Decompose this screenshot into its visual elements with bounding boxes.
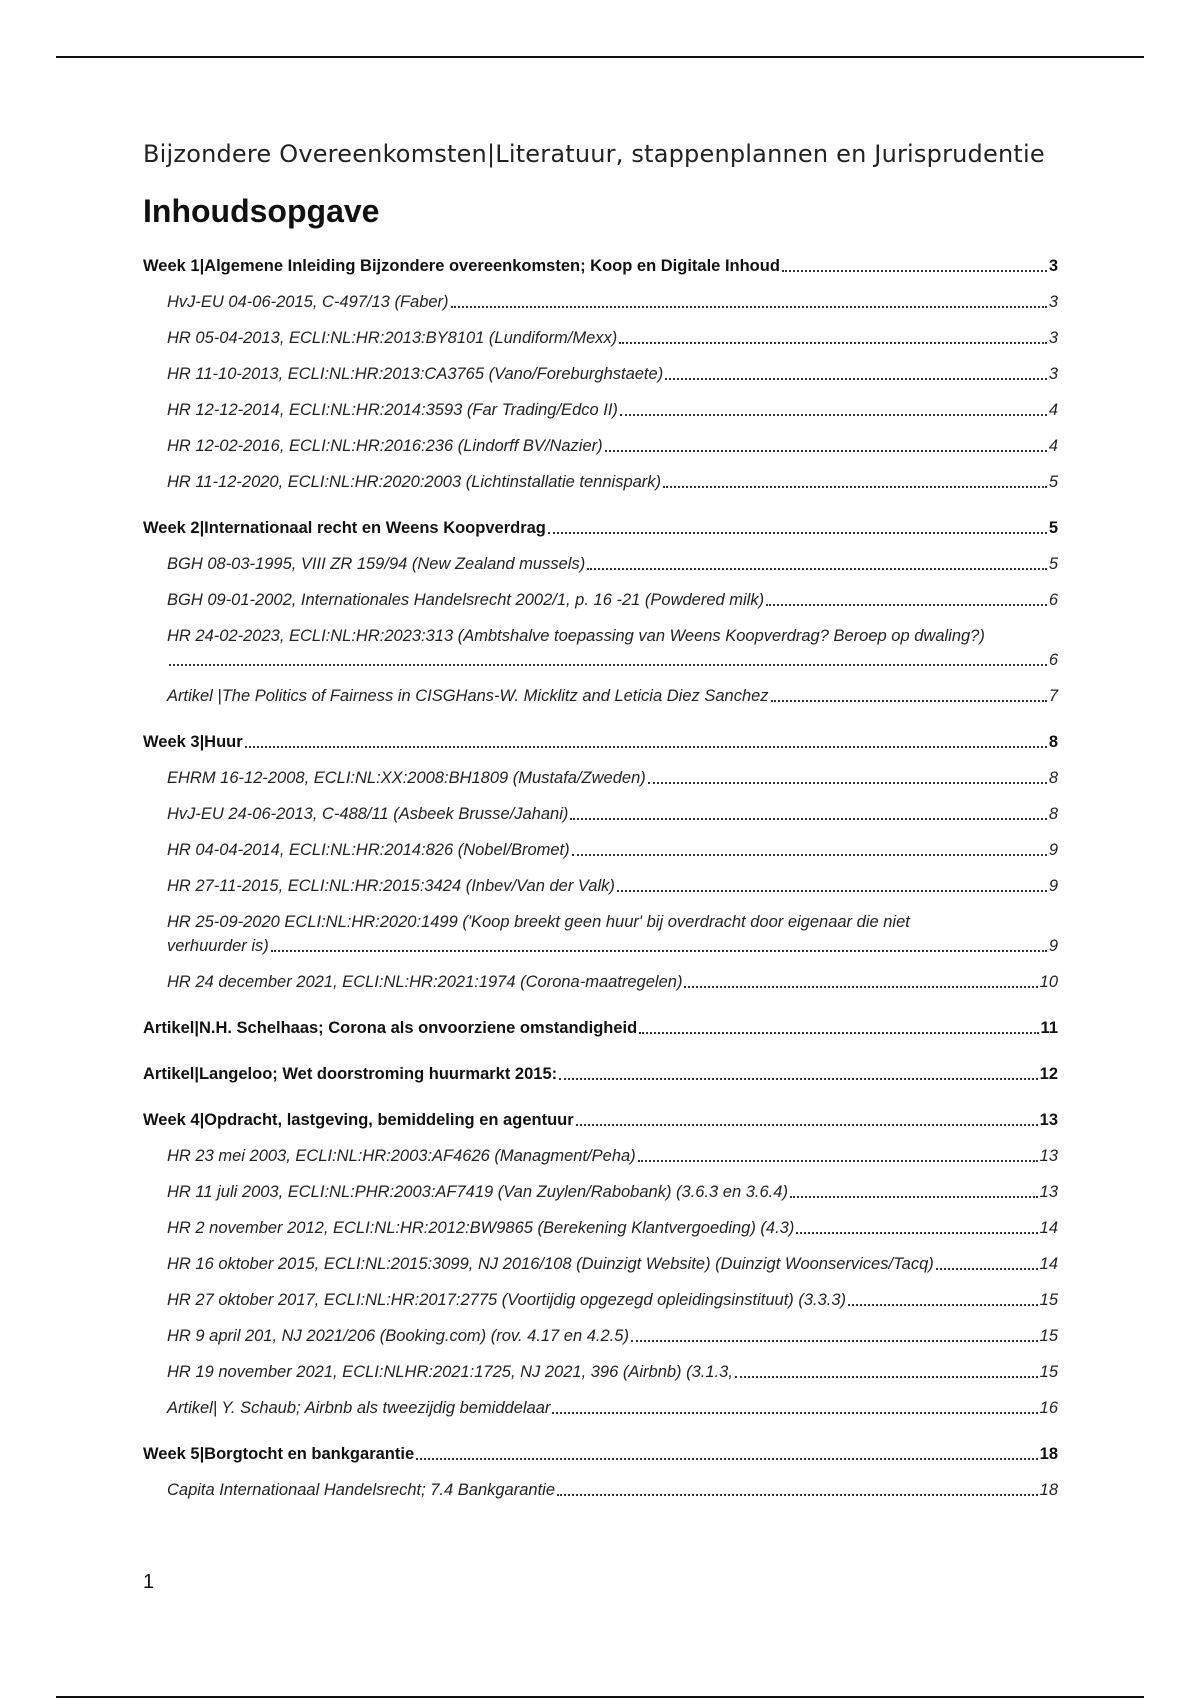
toc-entry-page: 6 [1048, 591, 1058, 609]
toc-entry[interactable] [143, 1216, 1058, 1240]
toc-entry-text: HR 05-04-2013, ECLI:NL:HR:2013:BY8101 (Lundiform/Mexx) [167, 329, 618, 347]
page-number: 1 [143, 1571, 155, 1593]
dot-leader [735, 1376, 1038, 1378]
dot-leader [605, 450, 1047, 452]
toc-entry[interactable] [143, 326, 1058, 350]
toc-entry-text: HR 11 juli 2003, ECLI:NL:PHR:2003:AF7419 (Van Zuylen/Rabobank) (3.6.3 en 3.6.4) [167, 1183, 788, 1201]
toc-entry[interactable] [143, 802, 1058, 826]
toc-heading: Inhoudsopgave [143, 193, 380, 229]
toc-entry-page: 9 [1048, 841, 1058, 859]
toc-entry[interactable] [143, 1324, 1058, 1348]
toc-artikel[interactable] [143, 1062, 1058, 1086]
toc-entry-page: 15 [1039, 1327, 1058, 1345]
toc-entry[interactable] [143, 910, 1058, 958]
toc-entry-page: 15 [1039, 1291, 1058, 1309]
dot-leader [271, 950, 1047, 952]
toc-entry[interactable] [143, 470, 1058, 494]
toc-entry-page: 18 [1039, 1481, 1058, 1499]
toc-entry-text: Week 1|Algemene Inleiding Bijzondere overeenkomsten; Koop en Digitale Inhoud [143, 257, 780, 275]
toc-entry-page: 16 [1039, 1399, 1058, 1417]
toc-entry-text: HR 12-12-2014, ECLI:NL:HR:2014:3593 (Far Trading/Edco II) [167, 401, 618, 419]
toc-entry-page: 9 [1048, 877, 1058, 895]
dot-leader [766, 604, 1047, 606]
dot-leader [782, 270, 1047, 272]
toc-entry-text: HR 19 november 2021, ECLI:NLHR:2021:1725, NJ 2021, 396 (Airbnb) (3.1.3, [167, 1363, 733, 1381]
toc-entry-text: Artikel| Y. Schaub; Airbnb als tweezijdig bemiddelaar [167, 1399, 551, 1417]
toc-entry-page: 10 [1039, 973, 1058, 991]
toc-entry[interactable] [143, 874, 1058, 898]
toc-entry-page: 5 [1048, 473, 1058, 491]
toc-entry[interactable] [143, 398, 1058, 422]
toc-entry[interactable] [143, 766, 1058, 790]
toc-entry-text: HR 24 december 2021, ECLI:NL:HR:2021:1974 (Corona-maatregelen) [167, 973, 683, 991]
toc-artikel[interactable] [143, 1016, 1058, 1040]
toc-entry-text-continued: verhuurder is) [167, 937, 269, 955]
toc-entry-page: 14 [1039, 1255, 1058, 1273]
toc-entry[interactable] [143, 1360, 1058, 1384]
toc-entry[interactable] [143, 624, 1058, 672]
toc-entry-text: HR 9 april 201, NJ 2021/206 (Booking.com) (rov. 4.17 en 4.2.5) [167, 1327, 629, 1345]
toc-entry[interactable] [143, 552, 1058, 576]
toc-entry[interactable] [143, 434, 1058, 458]
toc-entry-page: 8 [1048, 805, 1058, 823]
bottom-rule [56, 1696, 1144, 1698]
toc-week-1[interactable] [143, 254, 1058, 278]
dot-leader [639, 1032, 1038, 1034]
toc-entry-text: HR 27-11-2015, ECLI:NL:HR:2015:3424 (Inbev/Van der Valk) [167, 877, 615, 895]
toc-entry[interactable] [143, 362, 1058, 386]
toc-entry-page: 12 [1039, 1065, 1058, 1083]
dot-leader [451, 306, 1047, 308]
dot-leader [559, 1078, 1038, 1080]
dot-leader [576, 1124, 1038, 1126]
toc-entry-text: HvJ-EU 24-06-2013, C-488/11 (Asbeek Brusse/Jahani) [167, 805, 569, 823]
table-of-contents [143, 254, 1058, 1502]
toc-entry[interactable] [143, 684, 1058, 708]
toc-entry-page: 8 [1048, 769, 1058, 787]
toc-entry-text: HR 12-02-2016, ECLI:NL:HR:2016:236 (Lindorff BV/Nazier) [167, 437, 603, 455]
toc-entry-text: Capita Internationaal Handelsrecht; 7.4 Bankgarantie [167, 1481, 555, 1499]
dot-leader [631, 1340, 1038, 1342]
toc-entry-page: 9 [1048, 937, 1058, 955]
toc-entry-page: 13 [1039, 1111, 1058, 1129]
top-rule [56, 56, 1144, 58]
dot-leader [665, 378, 1047, 380]
toc-entry-page: 11 [1040, 1019, 1058, 1037]
toc-entry[interactable] [143, 1396, 1058, 1420]
toc-entry-text: Week 5|Borgtocht en bankgarantie [143, 1445, 415, 1463]
dot-leader [169, 664, 1047, 666]
dot-leader [638, 1160, 1038, 1162]
toc-entry-page: 15 [1039, 1363, 1058, 1381]
toc-entry[interactable] [143, 290, 1058, 314]
toc-entry-page: 13 [1039, 1183, 1058, 1201]
toc-entry-text: Artikel|Langeloo; Wet doorstroming huurmarkt 2015: [143, 1065, 558, 1083]
toc-entry[interactable] [143, 1180, 1058, 1204]
toc-entry-text: HR 27 oktober 2017, ECLI:NL:HR:2017:2775 (Voortijdig opgezegd opleidingsinstituut) (3.3.3) [167, 1291, 847, 1309]
dot-leader [617, 890, 1047, 892]
toc-entry-page: 4 [1048, 401, 1058, 419]
dot-leader [648, 782, 1047, 784]
toc-entry-text: HR 2 november 2012, ECLI:NL:HR:2012:BW9865 (Berekening Klantvergoeding) (4.3) [167, 1219, 795, 1237]
dot-leader [771, 700, 1047, 702]
dot-leader [552, 1412, 1037, 1414]
dot-leader [416, 1458, 1038, 1460]
toc-entry-text: Week 2|Internationaal recht en Weens Koopverdrag [143, 519, 546, 537]
toc-entry-text: BGH 09-01-2002, Internationales Handelsrecht 2002/1, p. 16 -21 (Powdered milk) [167, 591, 765, 609]
toc-entry[interactable] [143, 1288, 1058, 1312]
document-header-title: Bijzondere Overeenkomsten|Literatuur, stappenplannen en Jurisprudentie [143, 140, 1045, 168]
toc-week-3[interactable] [143, 730, 1058, 754]
toc-entry-page: 3 [1048, 293, 1058, 311]
toc-entry-text: HR 23 mei 2003, ECLI:NL:HR:2003:AF4626 (Managment/Peha) [167, 1147, 636, 1165]
dot-leader [790, 1196, 1038, 1198]
dot-leader [620, 414, 1047, 416]
toc-entry-page: 13 [1039, 1147, 1058, 1165]
toc-entry-text: HvJ-EU 04-06-2015, C-497/13 (Faber) [167, 293, 449, 311]
toc-entry-text: EHRM 16-12-2008, ECLI:NL:XX:2008:BH1809 (Mustafa/Zweden) [167, 769, 646, 787]
dot-leader [587, 568, 1047, 570]
dot-leader [619, 342, 1047, 344]
toc-entry-page: 4 [1048, 437, 1058, 455]
toc-entry-text: HR 11-12-2020, ECLI:NL:HR:2020:2003 (Lichtinstallatie tennispark) [167, 473, 662, 491]
toc-entry-text: HR 16 oktober 2015, ECLI:NL:2015:3099, NJ 2016/108 (Duinzigt Website) (Duinzigt Woonservices/Tacq) [167, 1255, 934, 1273]
toc-entry-page: 5 [1048, 519, 1058, 537]
dot-leader [796, 1232, 1037, 1234]
toc-entry[interactable] [143, 1478, 1058, 1502]
toc-entry-text: Week 4|Opdracht, lastgeving, bemiddeling en agentuur [143, 1111, 574, 1129]
toc-entry[interactable] [143, 1252, 1058, 1276]
toc-week-2[interactable] [143, 516, 1058, 540]
toc-entry[interactable] [143, 970, 1058, 994]
toc-week-5[interactable] [143, 1442, 1058, 1466]
toc-entry-text: Artikel |The Politics of Fairness in CISGHans-W. Micklitz and Leticia Diez Sanchez [167, 687, 769, 705]
toc-entry-page: 7 [1048, 687, 1058, 705]
dot-leader [557, 1494, 1038, 1496]
toc-entry[interactable] [143, 588, 1058, 612]
dot-leader [548, 532, 1047, 534]
toc-entry[interactable] [143, 1144, 1058, 1168]
dot-leader [570, 818, 1046, 820]
dot-leader [684, 986, 1037, 988]
toc-entry-text: HR 25-09-2020 ECLI:NL:HR:2020:1499 ('Koop breekt geen huur' bij overdracht door eigenaar die niet [167, 913, 910, 931]
toc-entry-page: 8 [1048, 733, 1058, 751]
toc-entry[interactable] [143, 838, 1058, 862]
toc-entry-page: 18 [1039, 1445, 1058, 1463]
toc-week-4[interactable] [143, 1108, 1058, 1132]
dot-leader [936, 1268, 1038, 1270]
toc-entry-text: Week 3|Huur [143, 733, 243, 751]
toc-entry-page: 6 [1048, 651, 1058, 669]
toc-entry-text: HR 24-02-2023, ECLI:NL:HR:2023:313 (Ambtshalve toepassing van Weens Koopverdrag? Beroep op dwaling?) [167, 627, 985, 645]
toc-entry-text: Artikel|N.H. Schelhaas; Corona als onvoorziene omstandigheid [143, 1019, 638, 1037]
toc-entry-text: HR 04-04-2014, ECLI:NL:HR:2014:826 (Nobel/Bromet) [167, 841, 570, 859]
dot-leader [572, 854, 1047, 856]
toc-entry-page: 3 [1048, 257, 1058, 275]
toc-entry-text: HR 11-10-2013, ECLI:NL:HR:2013:CA3765 (Vano/Foreburghstaete) [167, 365, 664, 383]
toc-entry-page: 3 [1048, 365, 1058, 383]
toc-entry-page: 5 [1048, 555, 1058, 573]
dot-leader [848, 1304, 1038, 1306]
toc-entry-page: 3 [1048, 329, 1058, 347]
toc-entry-text: BGH 08-03-1995, VIII ZR 159/94 (New Zealand mussels) [167, 555, 586, 573]
dot-leader [245, 746, 1047, 748]
toc-entry-page: 14 [1039, 1219, 1058, 1237]
dot-leader [663, 486, 1047, 488]
